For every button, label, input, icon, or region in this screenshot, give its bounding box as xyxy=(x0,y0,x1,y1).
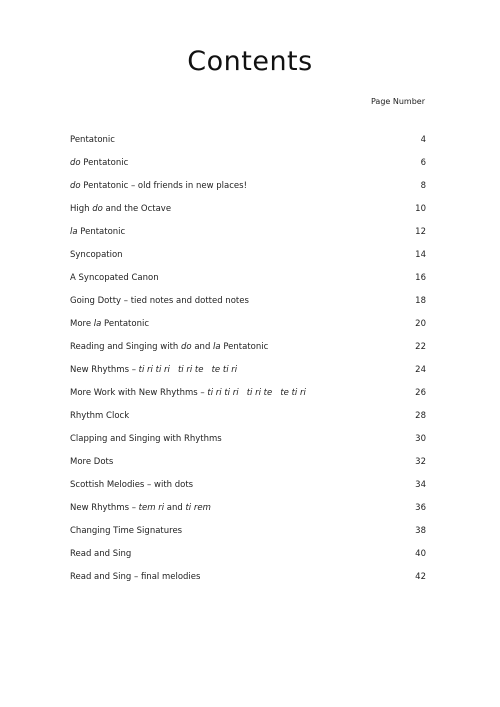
entry-title xyxy=(70,572,200,582)
entry-title xyxy=(70,181,247,191)
entry-title xyxy=(70,480,193,490)
contents-entry xyxy=(70,496,426,519)
entry-title xyxy=(70,227,125,237)
entry-title-italic-part: do xyxy=(181,341,192,352)
entry-page-number: 40 xyxy=(415,548,426,559)
entry-title-part: Going Dotty – tied notes and dotted notes xyxy=(70,295,249,306)
entry-page-number: 22 xyxy=(415,341,426,352)
contents-entry xyxy=(70,473,426,496)
entry-title xyxy=(70,296,249,306)
entry-title-italic-part: ti ri ti ri ti ri te te ti ri xyxy=(207,387,306,398)
entry-page-number: 10 xyxy=(415,203,426,214)
contents-entry xyxy=(70,266,426,289)
entry-title xyxy=(70,434,222,444)
entry-title xyxy=(70,135,115,145)
entry-title-part: and xyxy=(191,341,214,352)
entry-title-italic-part: tem ri xyxy=(138,502,165,513)
entry-title-part: High xyxy=(70,203,93,214)
contents-entry xyxy=(70,450,426,473)
entry-title-part: and the Octave xyxy=(102,203,172,214)
entry-title xyxy=(70,503,211,513)
entry-title xyxy=(70,158,128,168)
contents-entry xyxy=(70,312,426,335)
entry-title-part: Pentatonic xyxy=(101,318,149,329)
entry-page-number: 4 xyxy=(420,134,426,145)
contents-entry xyxy=(70,358,426,381)
entry-page-number: 32 xyxy=(415,456,426,467)
entry-title-italic-part: la xyxy=(93,318,102,329)
contents-entry xyxy=(70,565,426,588)
entry-page-number: 28 xyxy=(415,410,426,421)
contents-entry xyxy=(70,519,426,542)
entry-page-number: 12 xyxy=(415,226,426,237)
entry-title-italic-part: do xyxy=(70,180,81,191)
entry-page-number: 16 xyxy=(415,272,426,283)
entry-title xyxy=(70,549,131,559)
entry-title-italic-part: la xyxy=(213,341,221,352)
entry-page-number: 18 xyxy=(415,295,426,306)
entry-page-number: 36 xyxy=(415,502,426,513)
entry-title xyxy=(70,273,159,283)
contents-entry xyxy=(70,427,426,450)
entry-page-number: 20 xyxy=(415,318,426,329)
entry-title-part: New Rhythms – xyxy=(70,502,139,513)
entry-title-part: Scottish Melodies – with dots xyxy=(70,479,194,490)
contents-entry xyxy=(70,404,426,427)
entry-title-part: More Work with New Rhythms – xyxy=(70,387,208,398)
entry-title-part: Pentatonic xyxy=(77,226,126,237)
entry-title-part: Changing Time Signatures xyxy=(70,525,183,536)
entry-title-part: A Syncopated Canon xyxy=(70,272,159,283)
entry-title-part: More Dots xyxy=(70,456,114,467)
entry-title-italic-part: do xyxy=(70,157,81,168)
entry-page-number: 34 xyxy=(415,479,426,490)
contents-entry xyxy=(70,542,426,565)
entry-title xyxy=(70,319,149,329)
entry-title-part: Syncopation xyxy=(70,249,123,260)
entry-title-part: and xyxy=(164,502,186,513)
entry-title-italic-part: ti rem xyxy=(185,502,211,513)
entry-title-part: Pentatonic xyxy=(70,134,115,145)
contents-entry xyxy=(70,128,426,151)
entry-page-number: 8 xyxy=(420,180,426,191)
entry-title-part: Clapping and Singing with Rhythms xyxy=(70,433,222,444)
entry-title-part: Pentatonic xyxy=(80,157,129,168)
contents-entry xyxy=(70,335,426,358)
entry-title-italic-part: ti ri ti ri ti ri te te ti ri xyxy=(138,364,238,375)
entry-page-number: 24 xyxy=(415,364,426,375)
contents-entry xyxy=(70,197,426,220)
entry-page-number: 38 xyxy=(415,525,426,536)
contents-entry xyxy=(70,289,426,312)
entry-title xyxy=(70,342,268,352)
entry-page-number: 30 xyxy=(415,433,426,444)
entry-title-part: Pentatonic – old friends in new places! xyxy=(80,180,247,191)
entry-title xyxy=(70,526,182,536)
entry-title xyxy=(70,204,171,214)
entry-title-part: Reading and Singing with xyxy=(70,341,182,352)
contents-entry xyxy=(70,151,426,174)
entry-title xyxy=(70,365,237,375)
contents-entry xyxy=(70,174,426,197)
entry-title-part: Rhythm Clock xyxy=(70,410,130,421)
entry-title xyxy=(70,411,129,421)
entry-page-number: 14 xyxy=(415,249,426,260)
entry-page-number: 6 xyxy=(420,157,426,168)
contents-entry xyxy=(70,220,426,243)
entry-title-italic-part: do xyxy=(92,203,103,214)
entry-title-italic-part: la xyxy=(70,226,78,237)
entry-title-part: New Rhythms – xyxy=(70,364,139,375)
page-number-header: Page Number xyxy=(370,97,425,106)
entry-title-part: More xyxy=(70,318,94,329)
contents-entry xyxy=(70,381,426,404)
entry-title xyxy=(70,457,113,467)
entry-page-number: 42 xyxy=(415,571,426,582)
entry-title-part: Read and Sing xyxy=(70,548,132,559)
entry-title-part: Read and Sing – final melodies xyxy=(70,571,201,582)
contents-list xyxy=(70,128,426,588)
contents-entry xyxy=(70,243,426,266)
entry-title-part: Pentatonic xyxy=(220,341,269,352)
page-title: Contents xyxy=(187,46,313,78)
entry-title xyxy=(70,250,123,260)
entry-page-number: 26 xyxy=(415,387,426,398)
entry-title xyxy=(70,388,306,398)
